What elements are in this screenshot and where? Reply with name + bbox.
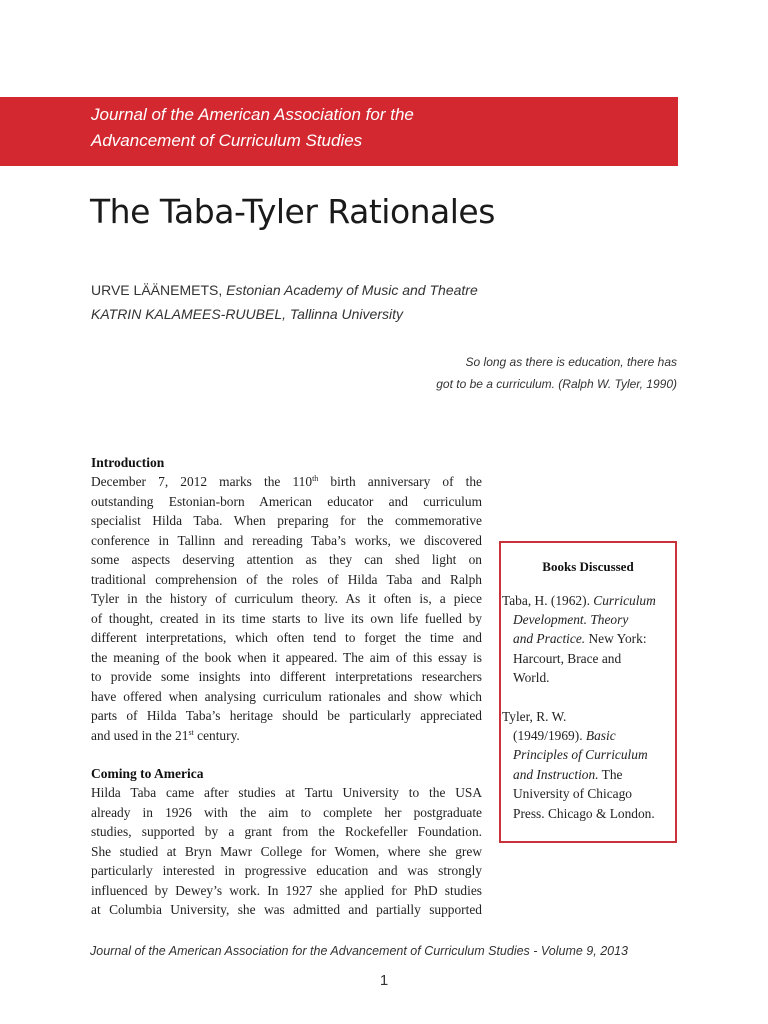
book-2-year: (1949/1969).	[513, 728, 583, 743]
book-2-title: Basic	[585, 728, 616, 743]
banner-line-2: Advancement of Curriculum Studies	[91, 131, 363, 150]
body-line: studies, supported by a grant from the Rockefeller Foundation.	[91, 824, 482, 839]
body-line: outstanding Estonian-born American educator and curriculum	[91, 493, 482, 509]
book-1-line: World.	[513, 670, 550, 685]
journal-banner	[0, 97, 678, 166]
body-line: some aspects deserving attention as they can shed light on	[91, 552, 482, 567]
body-line: different interpretations, which often tend to forget the time and	[91, 630, 482, 645]
book-1-line	[502, 593, 656, 609]
epigraph-line-2: got to be a curriculum. (Ralph W. Tyler, 1990)	[436, 377, 677, 391]
article-title: The Taba-Tyler Rationales	[90, 192, 495, 231]
book-2-line	[513, 767, 623, 783]
body-text: December 7, 2012 marks the 110	[91, 474, 313, 489]
body-text: birth anniversary of the	[318, 474, 483, 489]
page-number: 1	[379, 972, 389, 989]
book-2-line: Tyler, R. W.	[502, 709, 567, 724]
epigraph-line-1: So long as there is education, there has	[465, 355, 677, 369]
body-line	[91, 474, 482, 490]
book-2-publisher: The	[601, 767, 623, 782]
body-line: particularly interested in progressive education and was strongly	[91, 863, 482, 878]
body-line: influenced by Dewey’s work. In 1927 she applied for PhD studies	[91, 882, 482, 898]
book-2-line: Press. Chicago & London.	[513, 806, 655, 821]
section-heading-coming-to-america: Coming to America	[91, 766, 204, 781]
book-1-author: Taba, H. (1962).	[502, 593, 590, 608]
body-line: already in 1926 with the aim to complete her postgraduate	[91, 804, 482, 820]
book-2-line	[513, 747, 648, 763]
author-1-affiliation: Estonian Academy of Music and Theatre	[226, 282, 478, 298]
superscript: st	[188, 727, 194, 737]
superscript: th	[312, 474, 319, 483]
body-line: to provide some insights into different interpretations researchers	[91, 669, 482, 684]
body-line: Hilda Taba came after studies at Tartu University to the USA	[91, 785, 482, 800]
author-2-name: KATRIN KALAMEES-RUUBEL,	[91, 306, 287, 322]
book-1-title: and Practice.	[513, 631, 586, 646]
book-1-publisher: New York:	[588, 631, 647, 646]
body-line: parts of Hilda Taba’s heritage should be particularly appreciated	[91, 708, 482, 723]
body-text: century.	[193, 727, 240, 743]
book-1-title: Development. Theory	[513, 612, 629, 627]
book-2-title: Principles of Curriculum	[513, 747, 648, 762]
banner-line-1: Journal of the American Association for the	[91, 105, 414, 124]
body-line: conference in Tallinn and rereading Taba’s works, we discovered	[91, 532, 482, 548]
book-1-line: Harcourt, Brace and	[513, 651, 622, 666]
book-2-line: University of Chicago	[513, 786, 633, 801]
section-heading-introduction: Introduction	[91, 455, 165, 470]
body-line: Tyler in the history of curriculum theory. As it often is, a piece	[91, 591, 482, 606]
body-line: specialist Hilda Taba. When preparing for the commemorative	[91, 513, 482, 528]
body-line: at Columbia University, she was admitted and partially supported	[91, 902, 482, 917]
body-line	[91, 728, 482, 744]
body-line: She studied at Bryn Mawr College for Women, where she grew	[91, 843, 482, 859]
book-2-title: and Instruction.	[513, 767, 599, 782]
body-line: the meaning of the book when it appeared. The aim of this essay is	[91, 649, 482, 665]
books-discussed-title: Books Discussed	[542, 559, 634, 574]
journal-footer: Journal of the American Association for the Advancement of Curriculum Studies - Volume 9, 2013	[90, 944, 629, 958]
author-2	[91, 306, 403, 322]
book-1-line	[513, 631, 647, 647]
book-1-line	[513, 612, 628, 628]
author-2-affiliation: Tallinna University	[289, 306, 403, 322]
body-text: and used in the 21	[91, 727, 189, 743]
body-line: of thought, created in its time starts to live its own life fuelled by	[91, 610, 482, 626]
books-discussed-box	[499, 541, 677, 843]
author-1	[91, 282, 478, 298]
author-1-name: URVE LÄÄNEMETS,	[91, 282, 223, 298]
body-line: have offered when analysing curriculum rationales and show which	[91, 688, 482, 704]
book-1-title: Curriculum	[593, 593, 656, 608]
book-2-line	[513, 728, 616, 744]
body-line: traditional comprehension of the roles of Hilda Taba and Ralph	[91, 571, 482, 587]
